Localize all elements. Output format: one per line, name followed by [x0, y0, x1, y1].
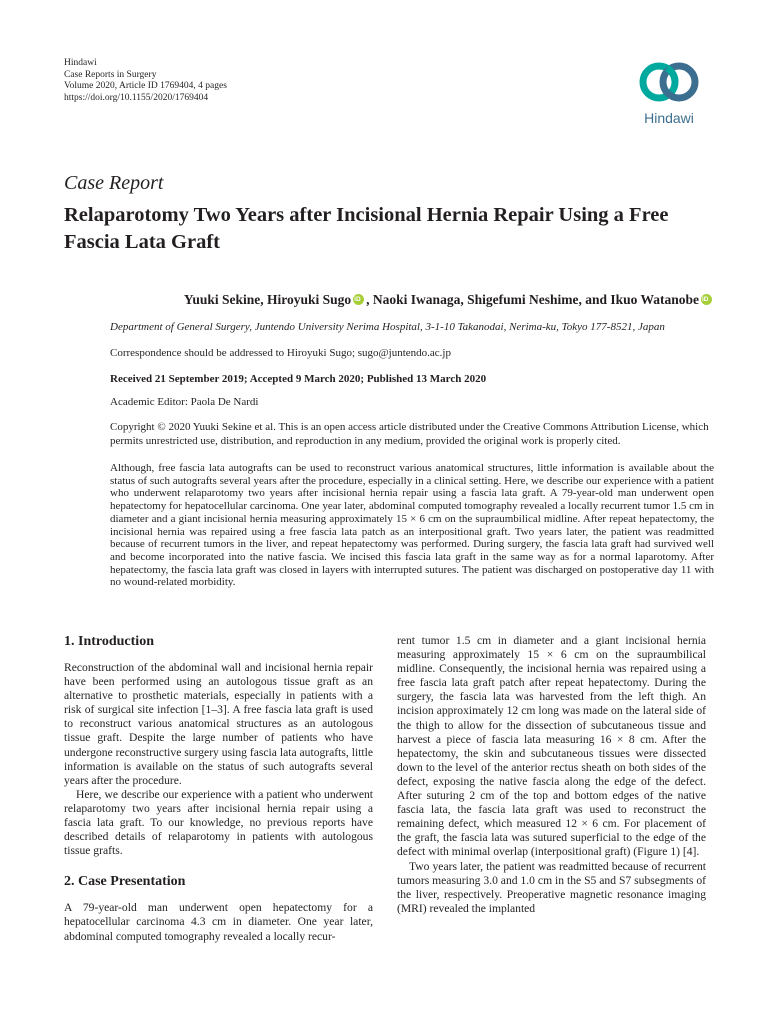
author-list: [64, 292, 714, 308]
correspondence: Correspondence should be addressed to Hiroyuki Sugo; sugo@juntendo.ac.jp: [110, 347, 451, 359]
right-column: [397, 634, 706, 916]
section-heading-case-presentation: 2. Case Presentation: [64, 874, 186, 890]
affiliation: Department of General Surgery, Juntendo University Nerima Hospital, 3-1-10 Takanodai, Nerima-ku, Tokyo 177-8521, Japan: [110, 321, 665, 333]
publisher-name: Hindawi: [64, 58, 97, 68]
volume-info: Volume 2020, Article ID 1769404, 4 pages: [64, 81, 227, 91]
hindawi-logo: [634, 58, 704, 126]
abstract: Although, free fascia lata autografts can be used to reconstruct various anatomical structures, little information is available about the status of such autografts several years after the procedure, especially in a clinical setting. Here, we describe our experience with a patient who underwent relaparotomy two years after incisional hernia repair using a fascia lata graft. A 79-year-old man underwent open hepatectomy for hepatocellular carcinoma. One year later, abdominal computed tomography revealed a locally recurrent tumor 1.5 cm in diameter and a giant incisional hernia measuring approximately 15 × 6 cm on the supraumbilical midline. After repeat hepatectomy, the incisional hernia was repaired using a free fascia lata patch as an interpositional graft. Two years later, the patient was readmitted because of recurrent tumors in the liver, and repeat hepatectomy was performed. During surgery, the fascia lata graft had survived well and become incorporated into the native fascia. We incised this fascia lata graft in the same way as for a normal laparotomy. After hepatectomy, the fascia lata graft was closed in layers with interrupted sutures. The patient was discharged on postoperative day 11 with no wound-related morbidity.: [110, 462, 714, 589]
orcid-icon[interactable]: [353, 294, 364, 305]
body-paragraph: Reconstruction of the abdominal wall and incisional hernia repair have been performed using an autologous tissue graft as an alternative to prosthetic materials, especially in patients with a risk of surgical site infection [1–3]. A free fascia lata graft is used to reconstruct various anatomical structures as an autologous tissue graft. Despite the large number of patients who have undergone reconstructive surgery using fascia lata autografts, little information is available on the status of such autografts several years after the procedure.: [64, 661, 373, 787]
journal-name: Case Reports in Surgery: [64, 69, 157, 80]
academic-editor: Academic Editor: Paola De Nardi: [110, 396, 259, 408]
left-column: [64, 634, 373, 944]
article-title: Relaparotomy Two Years after Incisional Hernia Repair Using a Free Fascia Lata Graft: [64, 204, 669, 253]
doi-link[interactable]: https://doi.org/10.1155/2020/1769404: [64, 92, 209, 103]
copyright-notice: Copyright © 2020 Yuuki Sekine et al. This is an open access article distributed under the Creative Commons Attribution License, which permits unrestricted use, distribution, and reproduction in any medium, provided the original work is properly cited.: [110, 421, 709, 447]
hindawi-logo-icon: [634, 58, 704, 108]
body-paragraph: Here, we describe our experience with a patient who underwent relaparotomy two years after incisional hernia repair using a fascia lata graft. To our knowledge, no previous reports have described details of relaparotomy in patients with autologous tissue grafts.: [64, 787, 373, 858]
section-heading-introduction: 1. Introduction: [64, 634, 154, 649]
authors-part-1: Yuuki Sekine, Hiroyuki Sugo: [183, 292, 352, 307]
body-paragraph: A 79-year-old man underwent open hepatectomy for a hepatocellular carcinoma 4.3 cm in diameter. One year later, abdominal computed tomography revealed a locally recur-: [64, 901, 373, 943]
logo-wordmark: Hindawi: [644, 110, 694, 126]
body-paragraph: Two years later, the patient was readmitted because of recurrent tumors measuring 3.0 and 1.0 cm in the S5 and S7 subsegments of the liver, respectively. Preoperative magnetic resonance imaging (MRI) revealed the implanted: [397, 859, 706, 915]
article-type: Case Report: [64, 172, 164, 194]
body-paragraph: rent tumor 1.5 cm in diameter and a giant incisional hernia measuring approximately 15 × 6 cm on the supraumbilical midline. Consequently, the incisional hernia was repaired using a free fascia lata graft patch after repeat hepatectomy. During the surgery, the fascia lata was harvested from the left thigh. An incision approximately 12 cm long was made on the lateral side of the thigh to allow for the dissection of subcutaneous tissue and harvest a piece of fascia lata measuring 16 × 8 cm. After the hepatectomy, the skin and subcutaneous tissues were dissected down to the level of the anterior rectus sheath on both sides of the defect, exposing the native fascia along the edge of the defect. After suturing 2 cm of the top and bottom edges of the native fascia lata, the fascia lata graft was used to reconstruct the remaining defect, which measured 12 × 6 cm. For placement of the graft, the fascia lata was sutured superficial to the edge of the defect with minimal overlap (interpositional graft) (Figure 1) [4].: [397, 634, 706, 859]
journal-header: [64, 58, 227, 104]
authors-part-2: , Naoki Iwanaga, Shigefumi Neshime, and Ikuo Watanobe: [366, 292, 699, 307]
orcid-icon[interactable]: [701, 294, 712, 305]
publication-dates: Received 21 September 2019; Accepted 9 March 2020; Published 13 March 2020: [110, 373, 487, 385]
